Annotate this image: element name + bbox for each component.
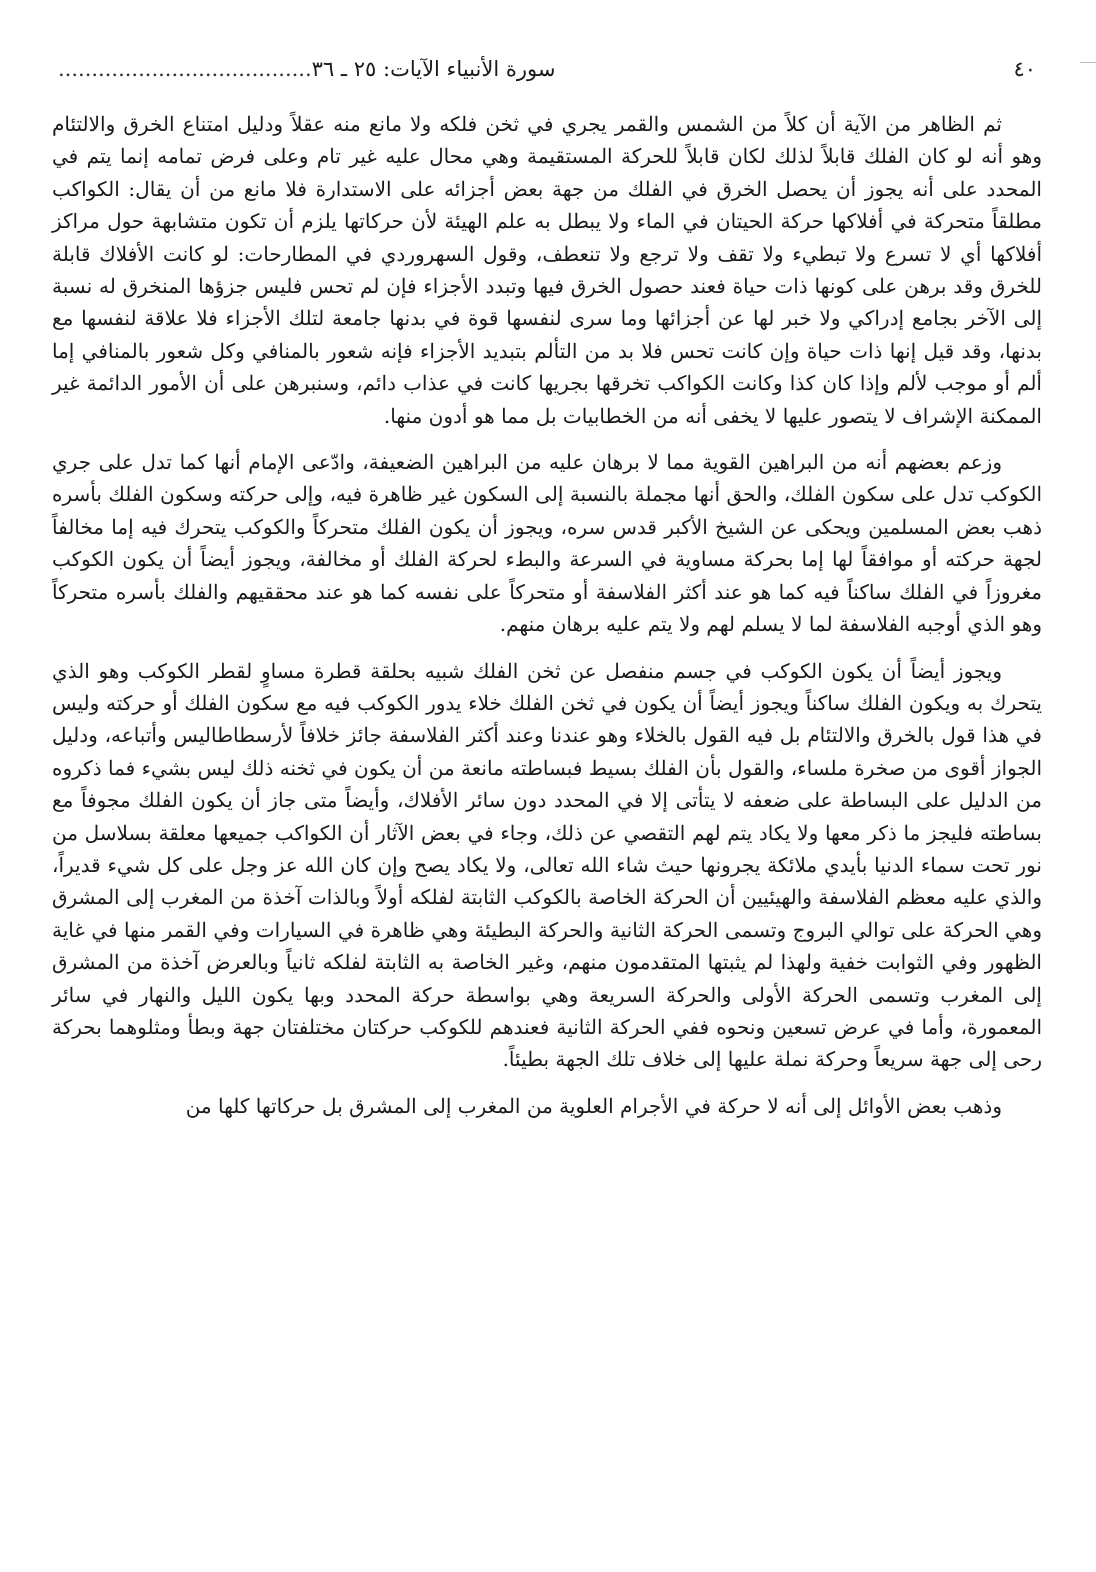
- running-header: [52, 54, 1042, 94]
- body-text: [52, 108, 1042, 1122]
- page-edge-mark: [1080, 62, 1096, 63]
- page-number: ٤٠: [1013, 57, 1036, 81]
- leader-dots: ......................................: [58, 57, 312, 81]
- document-page: [52, 54, 1042, 1122]
- paragraph: وزعم بعضهم أنه من البراهين القوية مما لا برهان عليه من البراهين الضعيفة، وادّعى الإمام أنها كما تدل على جري الكوكب تدل على سكون الفلك، والحق أنها مجملة بالنسبة إلى السكون غير ظاهرة فيه، وإلى حركته وسكون الفلك بأسره ذهب بعض المسلمين ويحكى عن الشيخ الأكبر قدس سره، ويجوز أن يكون الفلك متحركاً والكوكب يتحرك فيه إما مخالفاً لجهة حركته أو موافقاً لها إما بحركة مساوية في السرعة والبطء لحركة الفلك أو مخالفة، ويجوز أيضاً أن يكون الكوكب مغروزاً في الفلك ساكناً فيه كما هو عند أكثر الفلاسفة أو متحركاً على نفسه كما هو عند محققيهم والفلك بأسره متحركاً وهو الذي أوجبه الفلاسفة لما لا يسلم لهم ولا يتم عليه برهان منهم.: [52, 450, 1042, 637]
- chapter-title-line: [58, 54, 555, 84]
- paragraph: وذهب بعض الأوائل إلى أنه لا حركة في الأجرام العلوية من المغرب إلى المشرق بل حركاتها كلها من: [185, 1093, 1002, 1118]
- paragraph: ويجوز أيضاً أن يكون الكوكب في جسم منفصل عن ثخن الفلك شبيه بحلقة قطرة مساوٍ لقطر الكوكب وهو الذي يتحرك به ويكون الفلك ساكناً ويجوز أيضاً أن يكون في ثخن الفلك خلاء يدور الكوكب فيه مع سكون الفلك أو حركته وليس في هذا قول بالخرق والالتئام بل فيه القول بالخلاء وهو عندنا وعند أكثر الفلاسفة جائز خلافاً لأرسطاطاليس وأتباعه، ودليل الجواز أقوى من صخرة ملساء، والقول بأن الفلك بسيط فبساطته مانعة من أن يكون في ثخنه ذلك ليس بشيء فما ذكروه من الدليل على البساطة على ضعفه لا يتأتى إلا في المحدد دون سائر الأفلاك، وأيضاً متى جاز أن يكون الفلك مجوفاً مع بساطته فليجز ما ذكر معها ولا يكاد يتم لهم التقصي عن ذلك، وجاء في بعض الآثار أن الكواكب جميعها معلقة بسلاسل من نور تحت سماء الدنيا بأيدي ملائكة يجرونها حيث شاء الله تعالى، ولا يكاد يصح وإن كان الله عز وجل على كل شيء قديراً، والذي عليه معظم الفلاسفة والهيئيين أن الحركة الخاصة بالكوكب الثابتة لفلكه أولاً وبالذات آخذة من المغرب إلى المشرق وهي الحركة على توالي البروج وتسمى الحركة الثانية والحركة البطيئة وهي ظاهرة في السيارات وفي القمر منها في غاية الظهور وفي الثوابت خفية ولهذا لم يثبتها المتقدمون منهم، وغير الخاصة به الثابتة لفلكه ثانياً وبالعرض آخذة من المشرق إلى المغرب وتسمى الحركة الأولى والحركة السريعة وهي بواسطة حركة المحدد وبها يكون الليل والنهار في سائر المعمورة، وأما في عرض تسعين ونحوه ففي الحركة الثانية فعندهم للكوكب حركتان مختلفتان جهة وبطأ ومثلوهما بحركة رحى إلى جهة سريعاً وحركة نملة عليها إلى خلاف تلك الجهة بطيئاً.: [52, 658, 1042, 1072]
- chapter-title: سورة الأنبياء الآيات: ٢٥ ـ ٣٦: [311, 57, 556, 81]
- paragraph: ثم الظاهر من الآية أن كلاً من الشمس والقمر يجري في ثخن فلكه ولا مانع منه عقلاً ودليل امتناع الخرق والالتئام وهو أنه لو كان الفلك قابلاً لذلك لكان قابلاً للحركة المستقيمة وهي محال عليه غير تام وعلى فرض تمامه إنما يتم في المحدد على أنه يجوز أن يحصل الخرق في الفلك من جهة بعض أجزائه على الاستدارة فلا مانع من أن يقال: الكواكب مطلقاً متحركة في أفلاكها حركة الحيتان في الماء ولا يبطل به علم الهيئة لأن حركاتها يلزم أن تكون متشابهة حول مراكز أفلاكها أي لا تسرع ولا تبطيء ولا تقف ولا ترجع ولا تنعطف، وقول السهروردي في المطارحات: لو كانت الأفلاك قابلة للخرق وقد برهن على كونها ذات حياة فعند حصول الخرق فيها وتبدد الأجزاء فإن لم تحس فليس جزؤها المنخرق له نسبة إلى الآخر بجامع إدراكي ولا خبر لها عن أجزائها وما سرى لنفسها قوة في بدنها جامعة لتلك الأجزاء فلا علاقة لنفسها مع بدنها، وقد قيل إنها ذات حياة وإن كانت تحس فلا بد من التألم بتبديد الأجزاء فإنه شعور بالمنافي وكل شعور بالمنافي إما ألم أو موجب لألم وإذا كان كذا وكانت الكواكب تخرقها بجريها كانت في عذاب دائم، وسنبرهن على أن الأمور الدائمة غير الممكنة الإشراف لا يتصور عليها لا يخفى أنه من الخطابيات بل مما هو أدون منها.: [52, 112, 1042, 428]
